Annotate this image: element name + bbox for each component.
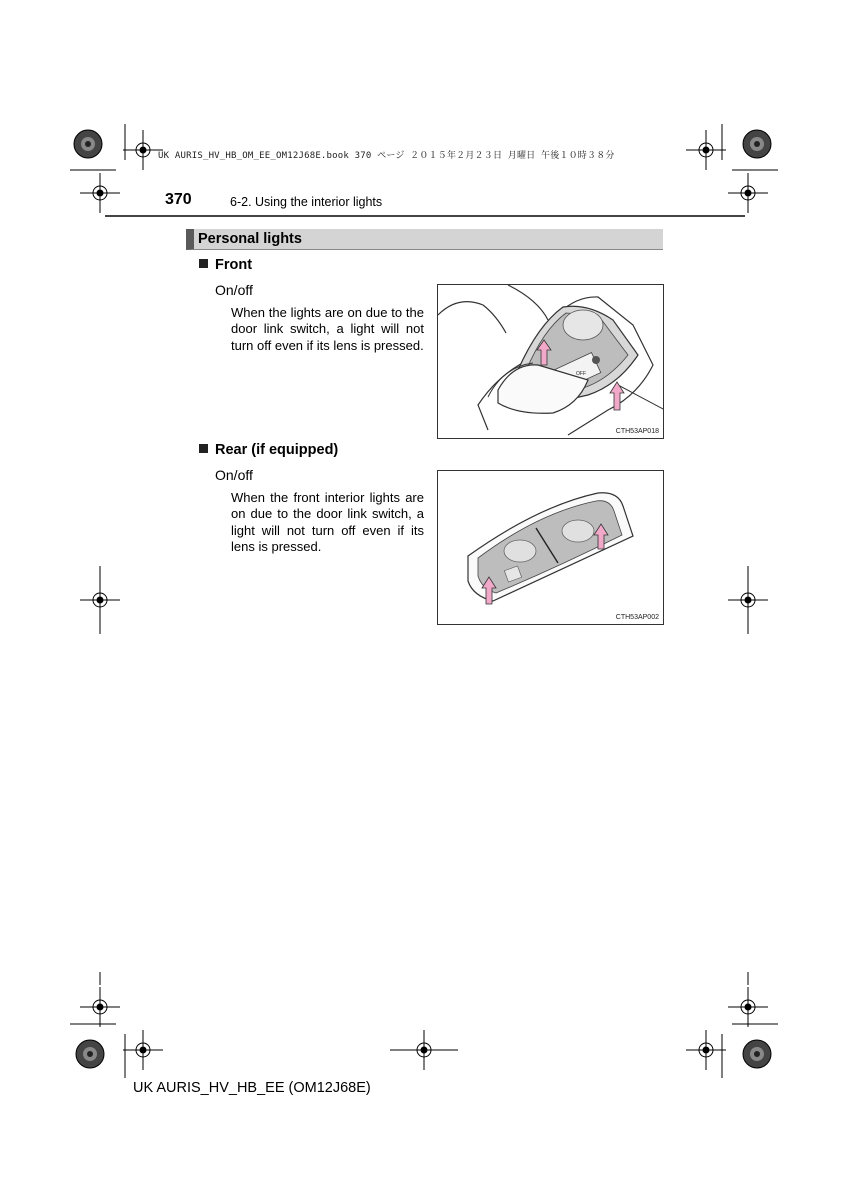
crosshair-icon [728, 987, 768, 1027]
press-arrow-icon [610, 382, 624, 410]
page-number: 370 [165, 191, 192, 208]
header-divider [105, 215, 745, 217]
topic-heading-bar [186, 229, 663, 250]
rear-heading-label: Rear (if equipped) [215, 442, 339, 458]
registration-star-icon [76, 1040, 104, 1068]
front-lights-figure [437, 284, 664, 439]
topic-heading: Personal lights [198, 231, 302, 247]
crosshair-icon [80, 987, 120, 1027]
square-bullet-icon [199, 444, 208, 453]
crosshair-icon [123, 130, 163, 170]
rear-heading [199, 442, 338, 458]
front-onoff-label: On/off [215, 282, 253, 298]
crosshair-icon [686, 130, 726, 170]
crosshair-icon [728, 173, 768, 213]
switch-off-label: OFF [576, 371, 586, 377]
rear-lights-figure [437, 470, 664, 625]
crosshair-icon [686, 1030, 726, 1070]
registration-star-icon [743, 1040, 771, 1068]
rear-lights-illustration [438, 471, 664, 625]
front-lights-illustration [438, 285, 664, 439]
front-description: When the lights are on due to the door link switch, a light will not turn off even if its lens is pressed. [231, 305, 424, 353]
registration-star-icon [743, 130, 771, 158]
rear-description: When the front interior lights are on due to the door link switch, a light will not turn off even if its lens is pressed. [231, 490, 424, 554]
rear-onoff-label: On/off [215, 467, 253, 483]
front-heading [199, 257, 252, 273]
figure-code: CTH53AP018 [615, 428, 659, 435]
figure-code: CTH53AP002 [615, 614, 659, 621]
square-bullet-icon [199, 259, 208, 268]
printer-info-line: UK AURIS_HV_HB_OM_EE_OM12J68E.book 370 ページ ２０１５年２月２３日 月曜日 午後１０時３８分 [158, 151, 615, 161]
crosshair-icon [123, 1030, 163, 1070]
section-title: 6-2. Using the interior lights [230, 195, 383, 209]
front-heading-label: Front [215, 257, 253, 273]
registration-star-icon [74, 130, 102, 158]
crosshair-icon [80, 173, 120, 213]
footer-model-code: UK AURIS_HV_HB_EE (OM12J68E) [133, 1080, 371, 1096]
